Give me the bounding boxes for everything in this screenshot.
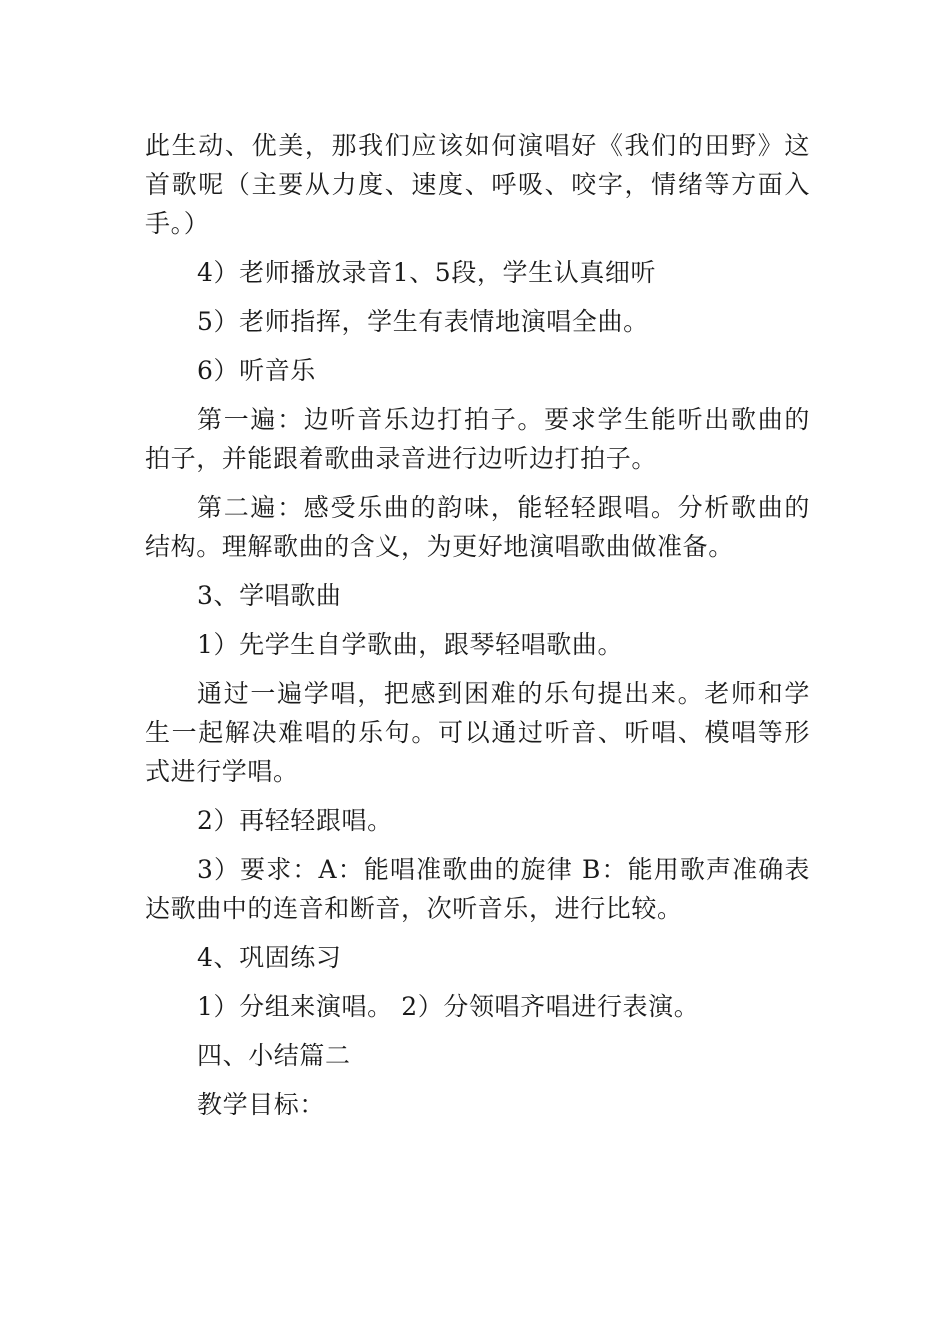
paragraph-4: 6）听音乐 xyxy=(197,356,316,385)
paragraph-11: 3）要求：A：能唱准歌曲的旋律 B：能用歌声准确表达歌曲中的连音和断音，次听音乐，进行比较。 xyxy=(145,855,810,923)
section-heading-4: 4、巩固练习 xyxy=(197,943,342,972)
paragraph-5: 第一遍：边听音乐边打拍子。要求学生能听出歌曲的拍子，并能跟着歌曲录音进行边听边打拍子。 xyxy=(145,405,810,473)
paragraph-6: 第二遍：感受乐曲的韵味，能轻轻跟唱。分析歌曲的结构。理解歌曲的含义，为更好地演唱歌曲做准备。 xyxy=(145,493,810,561)
paragraph-9: 通过一遍学唱，把感到困难的乐句提出来。老师和学生一起解决难唱的乐句。可以通过听音、听唱、模唱等形式进行学唱。 xyxy=(145,679,810,786)
paragraph-1: 此生动、优美，那我们应该如何演唱好《我们的田野》这首歌呢（主要从力度、速度、呼吸、咬字，情绪等方面入手。） xyxy=(145,131,810,238)
paragraph-13: 1）分组来演唱。 2）分领唱齐唱进行表演。 xyxy=(197,992,700,1021)
teaching-goals-heading: 教学目标： xyxy=(197,1090,326,1119)
paragraph-10: 2）再轻轻跟唱。 xyxy=(197,806,393,835)
paragraph-8: 1）先学生自学歌曲，跟琴轻唱歌曲。 xyxy=(197,630,624,659)
section-heading-summary: 四、小结篇二 xyxy=(197,1041,351,1070)
paragraph-3: 5）老师指挥，学生有表情地演唱全曲。 xyxy=(197,307,649,336)
section-heading-3: 3、学唱歌曲 xyxy=(197,581,342,610)
document-page xyxy=(145,126,810,1134)
paragraph-2: 4）老师播放录音1、5段，学生认真细听 xyxy=(197,258,657,287)
